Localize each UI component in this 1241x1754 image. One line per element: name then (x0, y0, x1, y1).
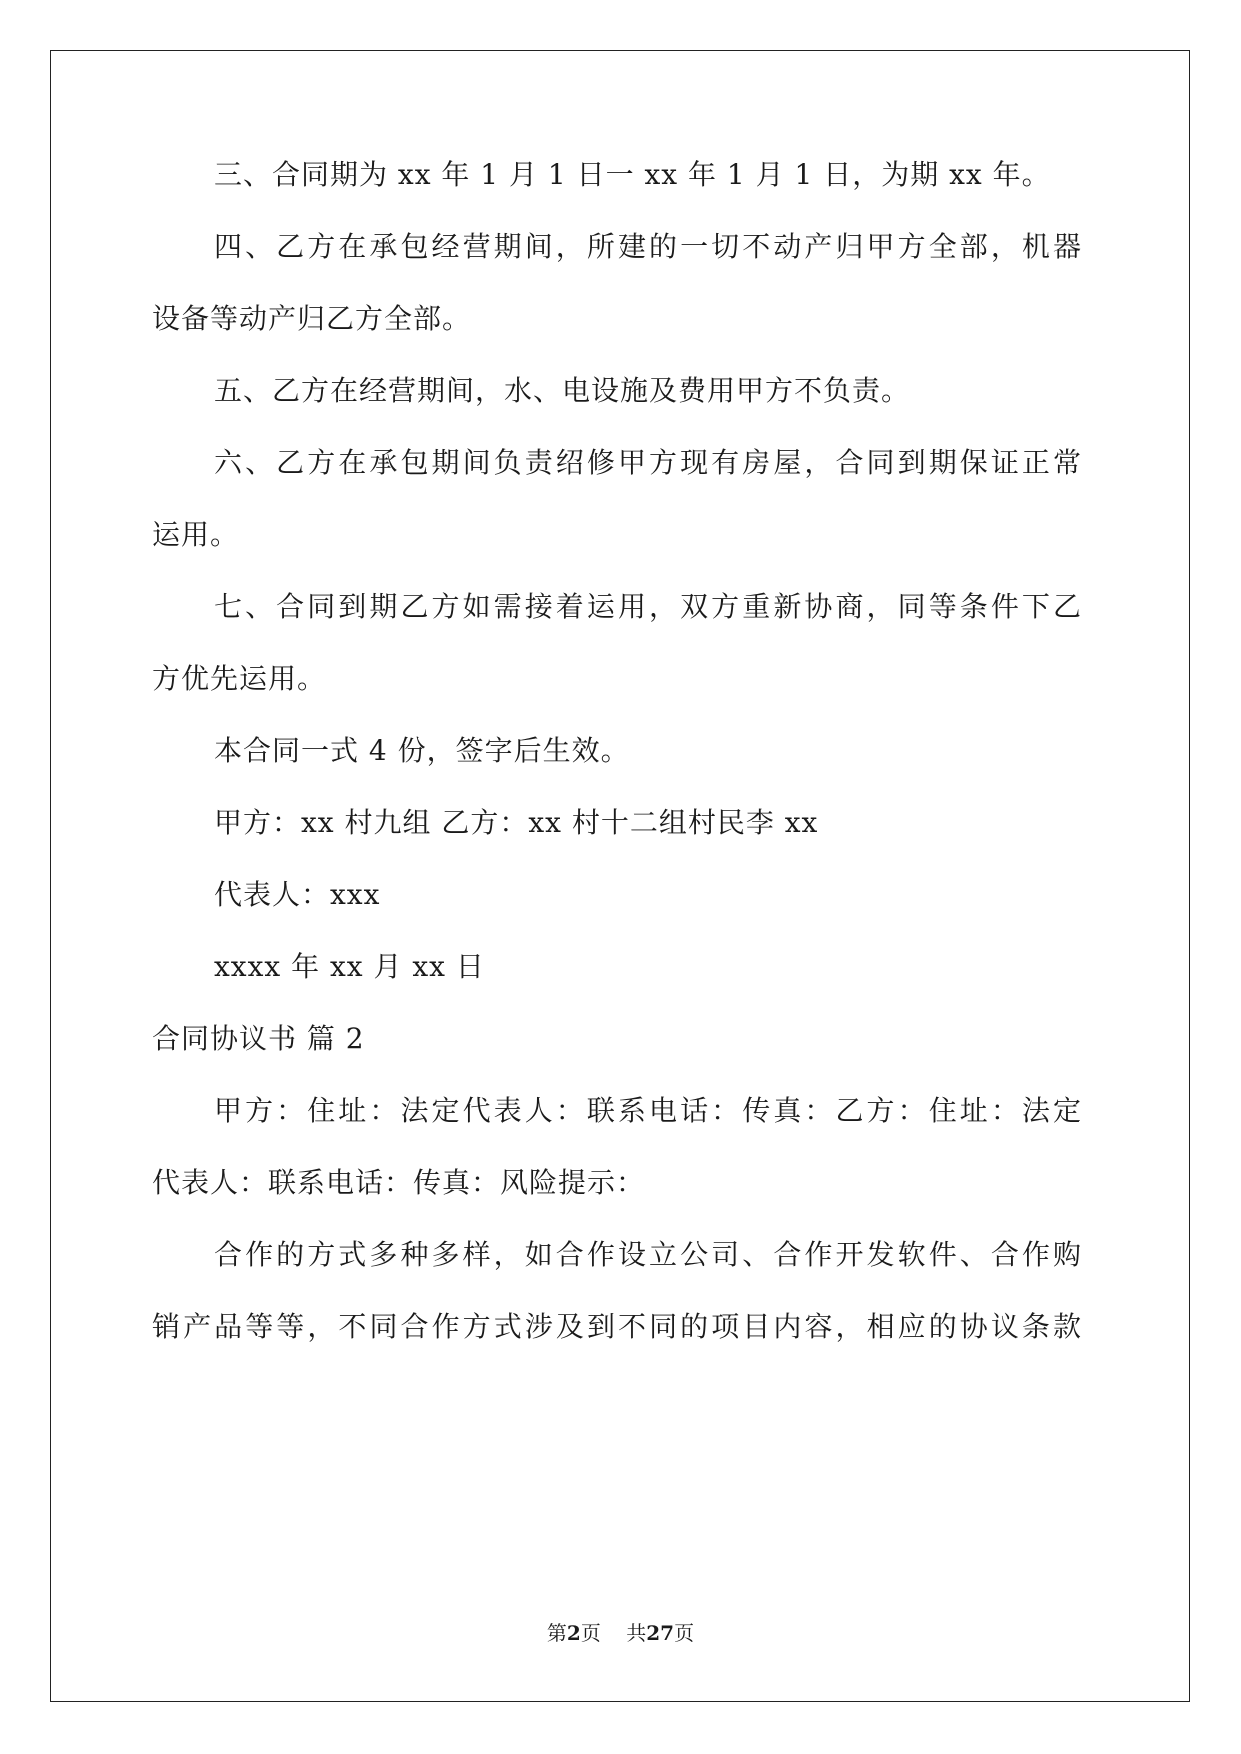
footer-mid: 页 共 (580, 1621, 647, 1645)
party-info-line-2: 代表人：联系电话：传真：风险提示： (152, 1166, 646, 1199)
footer-suffix: 页 (674, 1621, 695, 1645)
clause-7-line-1: 七、合同到期乙方如需接着运用，双方重新协商，同等条件下乙 (214, 590, 1082, 623)
cooperation-line-2: 销产品等等，不同合作方式涉及到不同的项目内容，相应的协议条款 (152, 1310, 1082, 1343)
clause-6-line-1: 六、乙方在承包期间负责绍修甲方现有房屋，合同到期保证正常 (214, 446, 1082, 479)
copies-note: 本合同一式 4 份，签字后生效。 (214, 734, 630, 767)
parties-line: 甲方：xx 村九组 乙方：xx 村十二组村民李 xx (214, 806, 819, 839)
footer-total-pages: 27 (646, 1621, 675, 1645)
clause-3: 三、合同期为 xx 年 1 月 1 日一 xx 年 1 月 1 日，为期 xx 年。 (214, 158, 1051, 191)
party-info-line-1: 甲方：住址：法定代表人：联系电话：传真：乙方：住址：法定 (214, 1094, 1082, 1127)
clause-4-line-1: 四、乙方在承包经营期间，所建的一切不动产归甲方全部，机器 (214, 230, 1082, 263)
page-footer (0, 1620, 1241, 1646)
section-heading: 合同协议书 篇 2 (152, 1022, 365, 1055)
clause-4-line-2: 设备等动产归乙方全部。 (152, 302, 472, 335)
clause-6-line-2: 运用。 (152, 518, 240, 551)
representative-line: 代表人：xxx (214, 878, 381, 911)
page-border (50, 50, 1190, 1702)
cooperation-line-1: 合作的方式多种多样，如合作设立公司、合作开发软件、合作购 (214, 1238, 1082, 1271)
footer-page-number: 2 (566, 1621, 581, 1645)
clause-7-line-2: 方优先运用。 (152, 662, 327, 695)
date-line: xxxx 年 xx 月 xx 日 (214, 950, 485, 983)
clause-5: 五、乙方在经营期间，水、电设施及费用甲方不负责。 (214, 374, 911, 407)
footer-prefix: 第 (546, 1621, 567, 1645)
